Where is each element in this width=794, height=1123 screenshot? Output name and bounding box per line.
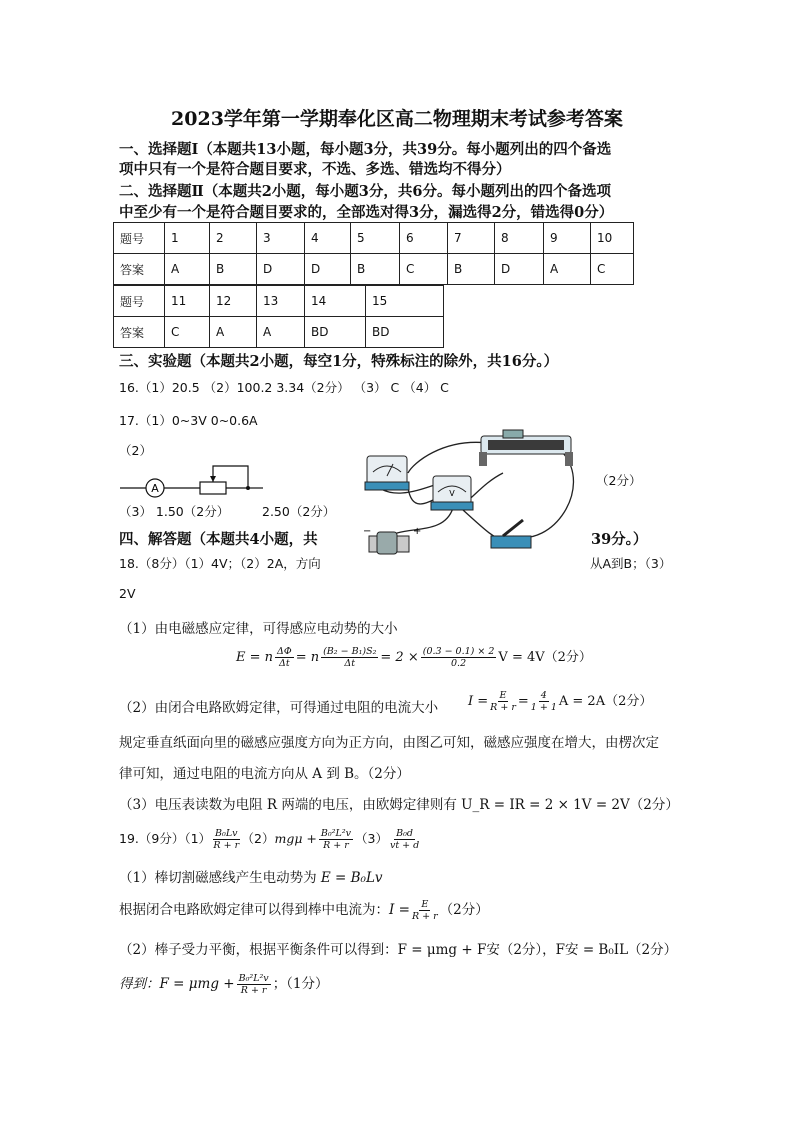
table-cell: BD [366,317,444,348]
text: （2分） [439,902,489,918]
table-cell: B [448,254,495,285]
q19-result [119,972,329,996]
table-cell: C [591,254,634,285]
table-cell: A [544,254,591,285]
answer-table-1 [113,222,634,285]
q17-line3a: （3） 1.50（2分） [119,504,230,519]
table-cell: 答案 [114,254,165,285]
table-cell: D [495,254,544,285]
q18-equation-emf [236,646,592,669]
eq-term: I = [468,694,489,709]
eq-num: (B₂ − B₁)S₂ [323,646,377,657]
answer-table-2 [113,285,444,348]
table-cell: 14 [305,286,366,317]
eq-term: E = n [236,650,274,665]
table-cell: B [210,254,257,285]
section2-heading: 二、选择题Ⅱ（本题共2小题，每小题3分，共6分。每小题列出的四个备选项 [119,183,611,200]
table-cell: 5 [351,223,400,254]
q18-header-end: 2V [119,586,136,601]
eq-den: R + r [240,985,267,996]
section1-heading-cont: 项中只有一个是符合题目要求，不选、多选、错选均不得分） [119,161,511,178]
q17-circuit-points: （2分） [596,473,642,488]
eq-num: B₀²L²v [320,828,351,839]
eq-term: 得到：F = μmg + [119,976,235,992]
section4-heading-end: 39分。） [591,531,648,548]
eq-num: ΔΦ [277,646,292,657]
table-cell: D [305,254,351,285]
table-cell: 答案 [114,317,165,348]
eq-num: 4 [540,690,547,701]
text: （1）棒切割磁感线产生电动势为 [119,870,317,886]
table-cell: 题号 [114,223,165,254]
text: ；（1分） [272,976,329,992]
q19-part3-label: （3） [355,831,388,846]
table-cell: 6 [400,223,448,254]
table-cell: A [210,317,257,348]
eq-num: E [499,690,507,701]
eq-num: B₀²L²v [238,973,269,984]
eq-num: E [421,899,429,910]
table-cell: 7 [448,223,495,254]
table-row [114,317,444,348]
q18-equation-current [468,690,652,713]
eq-den: 1 + 1 [530,702,557,713]
eq-term: = 2 × [380,650,419,665]
table-cell: 12 [210,286,257,317]
table-cell: 3 [257,223,305,254]
circuit-photo-illustration [353,428,588,568]
eq-num: B₀d [396,828,414,839]
section2-heading-cont: 中至少有一个是符合题目要求的，全部选对得3分，漏选得2分，错选得0分） [119,204,614,221]
table-cell: 题号 [114,286,165,317]
table-cell: C [165,317,210,348]
q17-line2: （2） [119,443,152,458]
q18-explanation-1: 规定垂直纸面向里的磁感应强度方向为正方向，由图乙可知，磁感应强度在增大，由楞次定 [119,735,659,751]
table-cell: C [400,254,448,285]
eq-den: 0.2 [451,658,467,669]
eq-den: R + r [213,840,240,851]
table-cell: B [351,254,400,285]
eq-den: Δt [344,658,356,669]
eq-term: A = 2A（2分） [558,694,653,709]
q18-step1: （1）由电磁感应定律，可得感应电动势的大小 [119,621,398,637]
text: 根据闭合电路欧姆定律可以得到棒中电流为： [119,902,389,918]
ammeter-symbol: A [151,482,159,495]
table-cell: A [257,317,305,348]
q19-part1-label: 19.（9分）（1） [119,831,212,846]
table-cell: A [165,254,210,285]
table-cell: 8 [495,223,544,254]
table-cell: D [257,254,305,285]
section4-heading: 四、解答题（本题共4小题，共 [119,531,318,548]
q18-step2: （2）由闭合电路欧姆定律，可得通过电阻的电流大小 [119,700,439,716]
q16-answer: 16.（1）20.5 （2）100.2 3.34（2分） （3） C （4） C [119,380,449,395]
table-cell: 2 [210,223,257,254]
table-cell: 4 [305,223,351,254]
q18-header: 18.（8分）（1）4V；（2）2A，方向 [119,556,321,571]
q19-step1 [119,866,383,886]
section1-heading: 一、选择题Ⅰ（本题共13小题，每小题3分，共39分。每小题列出的四个备选 [119,141,612,158]
circuit-schematic [118,458,268,498]
table-cell: 1 [165,223,210,254]
table-cell: 15 [366,286,444,317]
eq-den: Δt [279,658,290,669]
q18-explanation-2: 律可知，通过电阻的电流方向从 A 到 B。（2分） [119,766,410,782]
page-title: 2023学年第一学期奉化区高二物理期末考试参考答案 [171,108,623,130]
eq-term: V = 4V（2分） [498,650,592,665]
eq-num: B₀Lv [215,828,238,839]
table-cell: 9 [544,223,591,254]
eq-term: I = [389,902,410,918]
table-row [114,223,634,254]
eq-den: R + r [323,840,349,851]
eq-term: = n [295,650,320,665]
eq-term: E = B₀Lv [320,870,383,886]
q17-line1: 17.（1）0~3V 0~0.6A [119,413,258,428]
q19-header [119,828,421,851]
section3-heading: 三、实验题（本题共2小题，每空1分，特殊标注的除外，共16分。） [119,353,559,370]
q19-part2-label: （2） [241,831,275,846]
eq-den: vt + d [389,840,420,851]
table-cell: BD [305,317,366,348]
table-cell: 13 [257,286,305,317]
eq-den: R + r [411,911,438,922]
table-cell: 11 [165,286,210,317]
voltmeter-label: V [449,489,455,498]
eq-num: (0.3 − 0.1) × 2 [422,646,495,657]
table-cell: 10 [591,223,634,254]
svg-text:+: + [413,526,422,537]
svg-text:−: − [363,526,372,537]
q18-step3: （3）电压表读数为电阻 R 两端的电压，由欧姆定律则有 U_R = IR = 2 × 1V = 2V（2分） [119,797,679,813]
eq-term: mgμ + [274,831,317,846]
eq-den: R + r [490,702,516,713]
table-row [114,286,444,317]
q18-header-cont: 从A到B；（3） [590,556,672,571]
q19-step2: （2）棒子受力平衡，根据平衡条件可以得到：F = μmg + F安（2分），F安 = B₀IL（2分） [119,942,678,958]
q19-current [119,898,489,922]
eq-term: = [517,694,529,709]
table-row [114,254,634,285]
q17-line3b: 2.50（2分） [262,504,336,519]
